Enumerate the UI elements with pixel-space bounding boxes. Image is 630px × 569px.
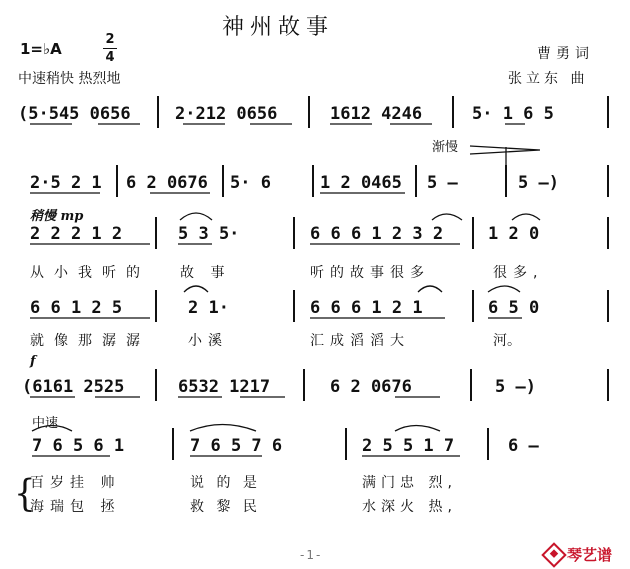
lyric-line: 汇成滔滔大 <box>310 333 410 349</box>
measure: 6 – <box>508 436 539 456</box>
tempo-marking: 中速稍快 热烈地 <box>18 71 121 87</box>
lyric-line: 就像那潺潺 <box>30 333 150 349</box>
verse-brace: { <box>14 472 36 516</box>
lyric-line: 海瑞包 拯 <box>30 499 121 515</box>
lyric-line: 小溪 <box>188 333 228 349</box>
measure: 6 6 1 2 5 <box>30 298 123 318</box>
measure: 1 2 0465 <box>320 173 402 193</box>
dynamic-marking: f <box>30 354 36 369</box>
page-title: 神州故事 <box>222 15 335 40</box>
lyric-line: 救 黎 民 <box>190 499 261 515</box>
lyric-line: 故 事 <box>180 265 231 281</box>
lyric-line: 满门忠 烈, <box>362 475 457 491</box>
ritardando-marking: 渐慢 <box>432 140 459 155</box>
measure: 6 6 6 1 2 1 <box>310 298 423 318</box>
lyric-line: 说 的 是 <box>190 475 261 491</box>
brand-logo <box>545 544 612 565</box>
measure: 1612 4246 <box>330 104 423 124</box>
measure: 6 6 6 1 2 3 2 <box>310 224 444 244</box>
meter-bottom: 4 <box>105 50 115 65</box>
measure: 5 3 5· <box>178 224 240 244</box>
measure: 1 2 0 <box>488 224 540 244</box>
measure: 6 2 0676 <box>330 377 412 397</box>
measure: 6 5 0 <box>488 298 540 318</box>
measure: 2·5 2 1 <box>30 173 102 193</box>
lyric-line: 水深火 热, <box>362 499 457 515</box>
measure: 6 2 0676 <box>126 173 208 193</box>
measure: 5· 6 <box>230 173 271 193</box>
measure: (5·545 0656 <box>18 104 131 124</box>
measure: 2 2 2 1 2 <box>30 224 123 244</box>
measure: 2·212 0656 <box>175 104 278 124</box>
lyric-line: 河。 <box>493 333 521 349</box>
measure: 7 6 5 7 6 <box>190 436 283 456</box>
key-signature: 1=♭A <box>20 40 62 58</box>
measure: 5· 1 6 5 <box>472 104 554 124</box>
meter-top: 2 <box>105 32 115 47</box>
measure: 5 –) <box>518 173 559 193</box>
measure: 5 – <box>427 173 458 193</box>
page-number: -1- <box>300 548 323 562</box>
measure: 2 5 5 1 7 <box>362 436 455 456</box>
brand-name: 琴艺谱 <box>567 546 613 564</box>
measure: 6532 1217 <box>178 377 271 397</box>
tempo-change-marking: 中速 <box>32 416 59 431</box>
measure: 5 –) <box>495 377 536 397</box>
dynamic-marking: 稍慢 mp <box>30 209 84 224</box>
composer: 张立东 曲 <box>508 71 589 87</box>
measure: (6161 2525 <box>22 377 125 397</box>
lyric-line: 听的故事很多 <box>310 265 430 281</box>
lyric-line: 百岁挂 帅 <box>30 475 121 491</box>
measure: 7 6 5 6 1 <box>32 436 125 456</box>
lyricist: 曹勇词 <box>537 46 594 62</box>
brand-logo-icon <box>541 542 566 567</box>
lyric-line: 从小我听的 <box>30 265 150 281</box>
lyric-line: 很多, <box>493 265 544 281</box>
measure: 2 1· <box>188 298 229 318</box>
